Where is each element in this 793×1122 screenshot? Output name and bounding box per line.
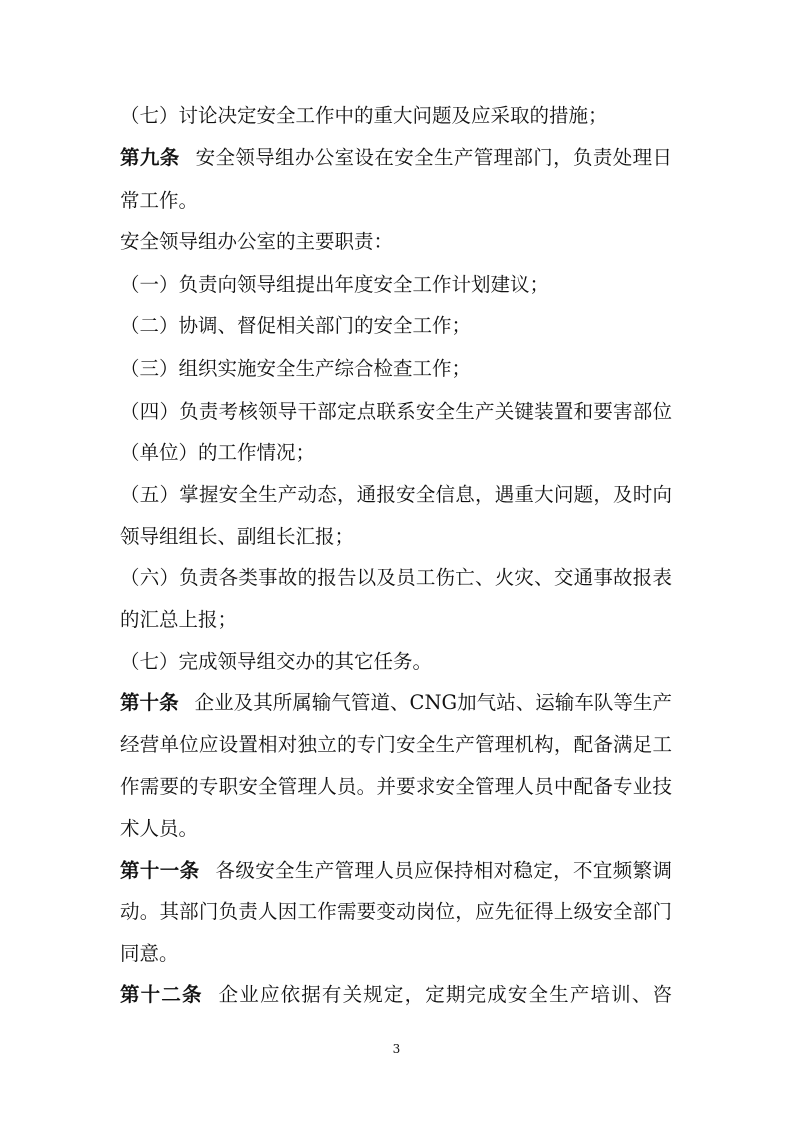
line-text: （七）讨论决定安全工作中的重大问题及应采取的措施； — [120, 104, 608, 127]
line-text: 领导组组长、副组长汇报； — [120, 525, 355, 548]
article-number: 第十一条 — [120, 859, 200, 882]
line-text: 各级安全生产管理人员应保持相对稳定，不宜频繁调 — [215, 859, 672, 882]
line-text: 企业及其所属输气管道、CNG加气站、运输车队等生产 — [194, 691, 672, 714]
line-text: 作需要的专职安全管理人员。并要求安全管理人员中配备专业技 — [120, 775, 672, 798]
text-line — [120, 942, 672, 966]
text-line — [120, 189, 672, 213]
article-heading-line — [120, 983, 672, 1007]
text-line — [120, 314, 672, 338]
text-line — [120, 273, 672, 297]
text-line — [120, 900, 672, 924]
line-text: 常工作。 — [120, 189, 199, 212]
line-text: 术人员。 — [120, 817, 199, 840]
line-text: 同意。 — [120, 942, 179, 965]
line-text: 的汇总上报； — [120, 608, 238, 631]
line-text: （六）负责各类事故的报告以及员工伤亡、火灾、交通事故报表 — [120, 566, 672, 589]
line-text: 企业应依据有关规定，定期完成安全生产培训、咨 — [218, 983, 672, 1006]
article-number: 第十条 — [120, 691, 179, 714]
article-number: 第十二条 — [120, 983, 203, 1006]
line-text: 经营单位应设置相对独立的专门安全生产管理机构，配备满足工 — [120, 733, 672, 756]
text-line — [120, 525, 672, 549]
line-text: （单位）的工作情况； — [120, 441, 316, 464]
text-line — [120, 441, 672, 465]
text-line — [120, 650, 672, 674]
text-line — [120, 733, 672, 757]
line-text: 安全领导组办公室的主要职责： — [120, 230, 394, 253]
text-line — [120, 566, 672, 590]
line-text: 动。其部门负责人因工作需要变动岗位，应先征得上级安全部门 — [120, 900, 672, 923]
text-line — [120, 817, 672, 841]
article-number: 第九条 — [120, 146, 180, 169]
line-text: （七）完成领导组交办的其它任务。 — [120, 650, 433, 673]
text-line — [120, 357, 672, 381]
text-line — [120, 230, 672, 254]
line-text: （一）负责向领导组提出年度安全工作计划建议； — [120, 273, 550, 296]
line-text: 安全领导组办公室设在安全生产管理部门，负责处理日 — [195, 146, 672, 169]
article-heading-line — [120, 691, 672, 715]
text-line — [120, 608, 672, 632]
line-text: （四）负责考核领导干部定点联系安全生产关键装置和要害部位 — [120, 400, 672, 423]
line-text: （二）协调、督促相关部门的安全工作； — [120, 314, 472, 337]
text-line — [120, 400, 672, 424]
article-heading-line — [120, 859, 672, 883]
line-text: （五）掌握安全生产动态，通报安全信息，遇重大问题，及时向 — [120, 483, 672, 506]
text-line — [120, 483, 672, 507]
page-number: 3 — [392, 1042, 401, 1056]
text-line — [120, 775, 672, 799]
text-line — [120, 104, 672, 128]
line-text: （三）组织实施安全生产综合检查工作； — [120, 357, 472, 380]
article-heading-line — [120, 146, 672, 170]
